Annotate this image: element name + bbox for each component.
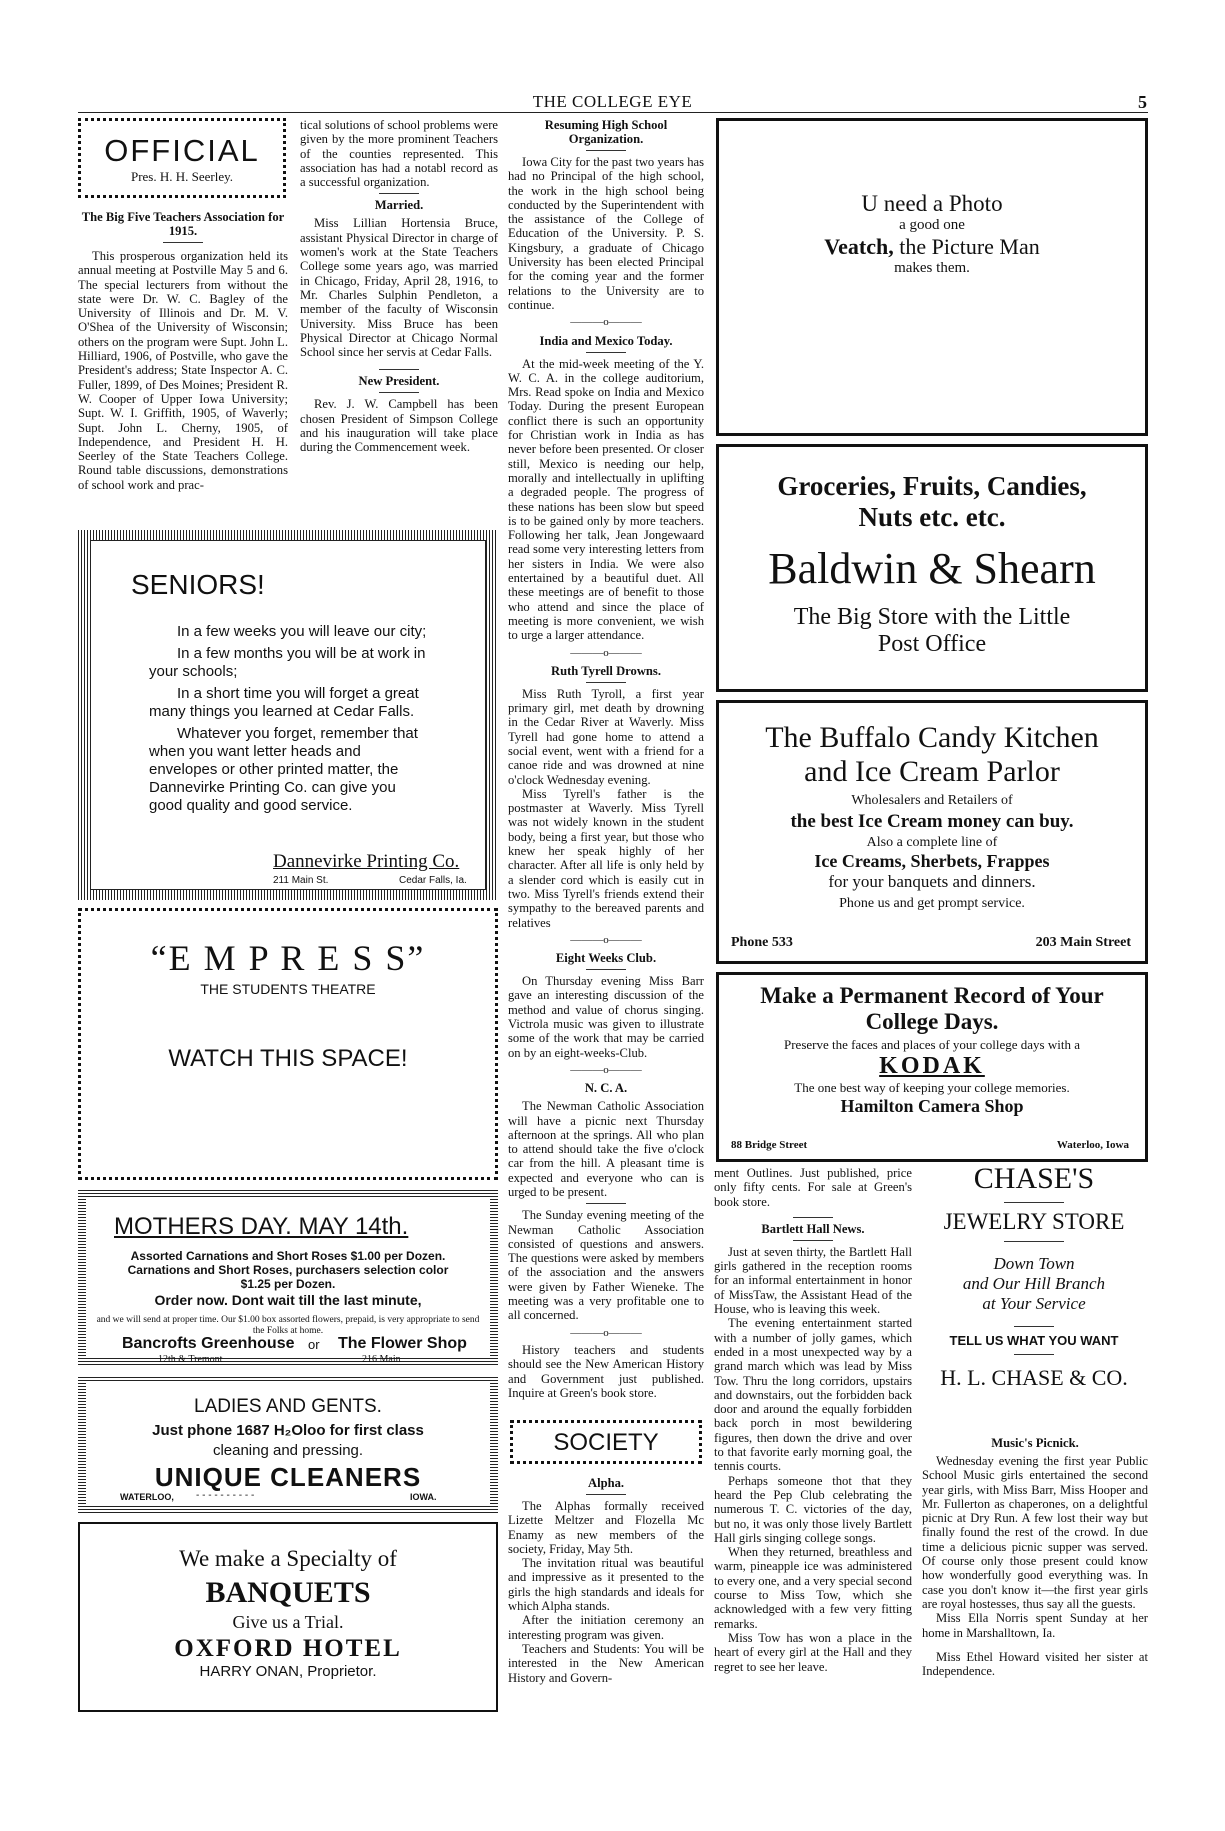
empress-tagline: WATCH THIS SPACE! [168, 1045, 408, 1072]
mothers-line5: and we will send at proper time. Our $1.00 box assorted flowers, prepaid, is very appropriate to send the Folks at home. [96, 1315, 480, 1336]
divider: ———o——— [570, 933, 642, 946]
cleaners-line2: cleaning and pressing. [212, 1442, 364, 1459]
bartlett-p3: Perhaps someone thot that they heard the Pep Club celebrating the numerous T. C. victories of the day, but no, it was only those lively Bartlett Hall girls singing college songs. [714, 1473, 912, 1545]
nca-p3: History teachers and students should see the New American History and Government just published. Inquire at Green's book store. [508, 1342, 704, 1400]
official-byline: Pres. H. H. Seerley. [130, 169, 234, 184]
alpha-heading: Alpha. [587, 1476, 625, 1490]
bartlett-p2: The evening entertainment started with a number of jolly games, which ended in a most unexpected way by a grand march which was lead by Miss Tow. Thru the long corridors, upstairs and downstairs, out the forbidden back door and around the equally forbidden back porch in most bewildering figures, then down the drive and over to that favorite early morning goal, the tennis courts. [714, 1316, 912, 1474]
header-rule [78, 112, 1148, 113]
buffalo-phone: Phone 533 [731, 935, 793, 950]
empress-ad [78, 908, 498, 1180]
buffalo-line8: Phone us and get prompt service. [839, 896, 1025, 911]
page-number: 5 [1138, 92, 1147, 112]
kodak-line2: College Days. [865, 1009, 999, 1034]
seniors-p4: Whatever you forget, remember that when you want letter heads and envelopes or other printed matter, the Dannevirke Printing Co. can give you good quality and good service. [149, 725, 418, 814]
empress-subtitle: THE STUDENTS THEATRE [200, 981, 376, 997]
buffalo-line4: the best Ice Cream money can buy. [790, 811, 1074, 832]
veatch-ad [716, 118, 1148, 436]
cleaners-state: IOWA. [410, 1492, 437, 1502]
seniors-body [149, 623, 427, 815]
column-1 [78, 206, 288, 492]
buffalo-line5: Also a complete line of [866, 835, 998, 850]
bartlett-p5: Miss Tow has won a place in the heart of every girl at the Hall and they regret to see her leave. [714, 1630, 912, 1674]
divider [793, 1217, 833, 1218]
mothers-line3: $1.25 per Dozen. [240, 1277, 336, 1291]
bartlett-heading: Bartlett Hall News. [761, 1221, 865, 1236]
nca-heading: N. C. A. [584, 1081, 628, 1096]
mothers-title: MOTHERS DAY. MAY 14th. [114, 1213, 409, 1240]
mothers-ad [86, 1197, 490, 1365]
buffalo-ad [716, 700, 1148, 964]
resuming-heading: Resuming High School Organization. [544, 118, 668, 146]
buffalo-line2: and Ice Cream Parlor [804, 755, 1060, 788]
divider [1004, 1202, 1064, 1203]
new-president-heading: New President. [358, 374, 440, 389]
big-five-heading: The Big Five Teachers Association for 1915. [81, 210, 285, 238]
cleaners-dashes: - - - - - - - - - - [196, 1490, 255, 1501]
chase-name: CHASE'S [973, 1162, 1095, 1195]
chase-line4: at Your Service [982, 1294, 1086, 1313]
kodak-shop: Hamilton Camera Shop [840, 1096, 1024, 1116]
divider [1014, 1326, 1054, 1327]
divider [379, 193, 419, 194]
seniors-ad-border [78, 530, 498, 900]
picnic-p2: Miss Ella Norris spent Sunday at her home in Marshalltown, Ia. [922, 1611, 1148, 1640]
newspaper-title: THE COLLEGE EYE [532, 92, 693, 111]
baldwin-line2: Nuts etc. etc. [858, 502, 1006, 532]
baldwin-ad [716, 444, 1148, 692]
eight-weeks-text: On Thursday evening Miss Barr gave an interesting discussion of the method and value of chorus singing. Victrola music was given to illustrate some of the work that may be carried on by an eight-weeks-Club. [508, 974, 704, 1060]
buffalo-line3: Wholesalers and Retailers of [851, 793, 1013, 808]
seniors-title: SENIORS! [131, 569, 265, 600]
society-title: SOCIETY [553, 1429, 659, 1456]
chase-line3: and Our Hill Branch [962, 1274, 1106, 1293]
chase-company: H. L. CHASE & CO. [940, 1365, 1128, 1390]
big-five-text: This prosperous organization held its annual meeting at Postville May 5 and 6. The special lecturers from without the state were Dr. W. C. Bagley of the University of Illinois and Dr. M. V. O'Shea of the University of Wisconsin; others on the program were Supt. John L. Hilliard, 1906, of Postville, who gave the President's address; State Inspector A. C. Fuller, 1899, of Des Moines; President R. W. Cooper of Upper Iowa University; Supt. W. I. Griffith, 1905, of Waverly; Supt. John L. Cherny, 1905, of Independence, and President H. H. Seerley of the State Teachers College. Round table discussions, demonstrations of school work and prac- [78, 249, 288, 492]
divider [1014, 1354, 1054, 1355]
seniors-p1: In a few weeks you will leave our city; [177, 623, 427, 640]
divider [1004, 1241, 1064, 1242]
nca-p2: The Sunday evening meeting of the Newman Catholic Association consisted of questions and answers. The questions were asked by members of the association and the answers were given by Father Wieneke. The meeting was a very profitable one to all concerned. [508, 1208, 704, 1323]
banquets-title: BANQUETS [205, 1576, 371, 1609]
veatch-name-line [719, 234, 1145, 260]
ruth-p1: Miss Ruth Tyroll, a first year primary girl, met death by drowning in the Cedar River at Waverly. Miss Tyrell had gone home to attend a social event, went with a friend for a canoe ride and was drowned at nine o'clock Wednesday evening. [508, 686, 704, 787]
buffalo-line7: for your banquets and dinners. [828, 872, 1036, 891]
veatch-rest: the Picture Man [899, 234, 1040, 259]
flower-shop-address: 216 Main [362, 1354, 401, 1365]
mothers-line1: Assorted Carnations and Short Roses $1.00 per Dozen. [130, 1249, 446, 1263]
alpha-p3: After the initiation ceremony an interesting program was given. [508, 1613, 704, 1642]
mothers-line2: Carnations and Short Roses, purchasers selection color [127, 1263, 449, 1277]
baldwin-name: Baldwin & Shearn [768, 544, 1096, 593]
nca-p1: The Newman Catholic Association will have a picnic next Thursday afternoon at the springs. All who plan to attend should take the five o'clock car from the hill. A pleasant time is expected and everyone who can is urged to be present. [508, 1099, 704, 1199]
cleaners-name: UNIQUE CLEANERS [154, 1462, 422, 1492]
column-2 [300, 118, 498, 455]
mothers-ad-border [78, 1190, 498, 1365]
or-label: or [308, 1337, 320, 1352]
divider [586, 1494, 626, 1495]
banquets-line1: We make a Specialty of [179, 1546, 397, 1571]
india-text: At the mid-week meeting of the Y. W. C. A. in the college auditorium, Mrs. Read spoke on India and Mexico Today. During the present European conflict there is such an opportunity for Christian work in India as has never before been presented. Or closer still, Mexico is needing our help, morally and intellectually in uplifting a degraded people. The progress of these nations has been slow but speed is to be gained only by more teachers. Following her talk, Jean Jongewaard read some very interesting letters from her sisters in India. We were also entertained by a beautiful duet. All these meetings are of benefit to those who attend and since the place of meeting is more convenient, we wish to urge a larger attendance. [508, 356, 704, 643]
new-president-text: Rev. J. W. Campbell has been chosen President of Simpson College and his inauguration will take place during the Commencement week. [300, 397, 498, 455]
outlines-text: ment Outlines. Just published, price only fifty cents. For sale at Green's book store. [714, 1166, 912, 1209]
column-5 [922, 1432, 1148, 1678]
india-heading: India and Mexico Today. [539, 333, 673, 348]
divider: ———o——— [570, 1326, 642, 1339]
baldwin-line1: Groceries, Fruits, Candies, [777, 471, 1087, 501]
cleaners-line1: Just phone 1687 H₂Oloo for first class [152, 1422, 424, 1439]
column-4 [714, 1166, 912, 1674]
alpha-p4: Teachers and Students: You will be interested in the New American History and Govern- [508, 1641, 704, 1685]
seniors-ad [90, 540, 486, 890]
veatch-line1: a good one [899, 217, 965, 233]
buffalo-address: 203 Main Street [1035, 935, 1131, 950]
official-title: OFFICIAL [104, 133, 260, 168]
mothers-line4: Order now. Dont wait till the last minute, [154, 1292, 422, 1308]
divider: ———o——— [570, 646, 642, 659]
chase-line5: TELL US WHAT YOU WANT [949, 1333, 1119, 1348]
flower-shop-name: The Flower Shop [338, 1335, 467, 1352]
ruth-p2: Miss Tyrell's father is the postmaster at Waverly. Miss Tyrell was not widely known in the student body, being a first year, but those who knew her speak highly of her character. After all life is only held by a slender cord which is easily cut in two. Miss Tyrell's friends extend their sympathy to the bereaved parents and relatives [508, 786, 704, 930]
official-box [78, 118, 286, 198]
dannevirke-address: 211 Main St. [273, 875, 329, 886]
bancrofts-address: 12th & Tremont [158, 1354, 223, 1365]
divider [586, 969, 626, 970]
seniors-p3: In a short time you will forget a great many things you learned at Cedar Falls. [149, 685, 419, 720]
bartlett-p4: When they returned, breathless and warm, pineapple ice was administered to every one, and a very special second course to Miss Tow, which she acknowledged with a few very fitting remarks. [714, 1545, 912, 1631]
society-box [510, 1420, 702, 1464]
buffalo-line6: Ice Creams, Sherbets, Frappes [814, 851, 1050, 871]
column-3 [508, 118, 704, 1400]
seniors-p2: In a few months you will be at work in your schools; [149, 645, 426, 680]
picnic-heading: Music's Picnick. [991, 1436, 1079, 1450]
proprietor: HARRY ONAN, Proprietor. [199, 1663, 377, 1680]
married-heading: Married. [374, 198, 424, 213]
kodak-line1: Make a Permanent Record of Your [760, 983, 1104, 1008]
dannevirke-city: Cedar Falls, Ia. [399, 875, 467, 886]
divider [586, 1203, 626, 1204]
kodak-brand: KODAK [879, 1053, 985, 1079]
divider: ———o——— [570, 316, 642, 329]
chase-line1: JEWELRY STORE [943, 1209, 1125, 1234]
divider [586, 150, 626, 151]
column-3-lower [508, 1472, 704, 1685]
buffalo-line1: The Buffalo Candy Kitchen [765, 721, 1099, 754]
big-five-continued: tical solutions of school problems were given by the more prominent Teachers of the counties represented. This association has had a notabl record as a successful organization. [300, 118, 498, 190]
oxford-hotel: OXFORD HOTEL [174, 1635, 402, 1662]
kodak-line3: Preserve the faces and places of your college days with a [784, 1037, 1080, 1052]
cleaners-ad-border [78, 1375, 498, 1513]
banquets-line2: Give us a Trial. [232, 1612, 344, 1632]
eight-weeks-heading: Eight Weeks Club. [555, 951, 657, 966]
chase-line2: Down Town [993, 1254, 1075, 1273]
chase-ad [920, 1160, 1148, 1391]
kodak-address: 88 Bridge Street [731, 1139, 808, 1151]
dannevirke-name: Dannevirke Printing Co. [273, 851, 460, 872]
kodak-line4: The one best way of keeping your college memories. [794, 1080, 1070, 1095]
kodak-city: Waterloo, Iowa [1056, 1139, 1129, 1151]
banquets-ad [78, 1522, 498, 1712]
divider [586, 682, 626, 683]
kodak-ad [716, 972, 1148, 1162]
resuming-text: Iowa City for the past two years has had no Principal of the high school, the work in the high school being conducted by the Superintendent with the assistance of the College of Education of the University. P. S. Kingsbury, a graduate of Chicago University has been elected Principal for the coming year and the former relations to the University are to continue. [508, 155, 704, 312]
cleaners-ad [86, 1382, 490, 1506]
veatch-line2: makes them. [894, 260, 970, 276]
empress-title: “E M P R E S S” [150, 938, 426, 978]
alpha-p1: The Alphas formally received Lizette Meltzer and Flozella Mc Enamy as new members of the society, Friday, May 5th. [508, 1499, 704, 1556]
cleaners-title: LADIES AND GENTS. [194, 1396, 382, 1417]
divider [163, 242, 203, 243]
cleaners-city: WATERLOO, [120, 1492, 174, 1502]
ruth-heading: Ruth Tyrell Drowns. [551, 663, 661, 678]
picnic-p1: Wednesday evening the first year Public School Music girls entertained the second year girls, with Miss Barr, Miss Hooper and Mr. Fullerton as chaperones, on a delightful picnic at Dry Run. A few lost their way but finally found the rest of the crowd. In due time a delicious picnic supper was served. Of course only those present could know how wonderfully good everything was. In case you don't know it—the first year girls are royal hostesses, thus say all the guests. [922, 1454, 1148, 1611]
baldwin-line3: The Big Store with the Little [793, 604, 1071, 630]
picnic-p3: Miss Ethel Howard visited her sister at Independence. [922, 1649, 1148, 1679]
page-header [0, 92, 1225, 114]
veatch-name: Veatch, [824, 234, 894, 259]
bancrofts-name: Bancrofts Greenhouse [122, 1335, 295, 1352]
bartlett-p1: Just at seven thirty, the Bartlett Hall girls gathered in the reception rooms for an informal entertainment in honor of MissTaw, the Assistant Head of the House, who is leaving this week. [714, 1244, 912, 1317]
divider: ———o——— [570, 1063, 642, 1076]
mothers-lines [92, 1249, 484, 1307]
veatch-title: U need a Photo [861, 191, 1003, 216]
divider [379, 369, 419, 370]
alpha-p2: The invitation ritual was beautiful and impressive as it presented to the girls the high standards and ideals for which Alpha stands. [508, 1556, 704, 1614]
baldwin-line4: Post Office [877, 631, 987, 657]
divider [793, 1240, 833, 1241]
divider [586, 352, 626, 353]
divider [379, 392, 419, 393]
married-text: Miss Lillian Hortensia Bruce, assistant Physical Director in charge of women's work at the State Teachers College some years ago, was married in Chicago, Friday, April 28, 1916, to Mr. Charles Sulphin Pendleton, a member of the faculty of Wisconsin University. Miss Bruce has been Physical Director at Chicago Normal School since her servis at Cedar Falls. [300, 216, 498, 360]
